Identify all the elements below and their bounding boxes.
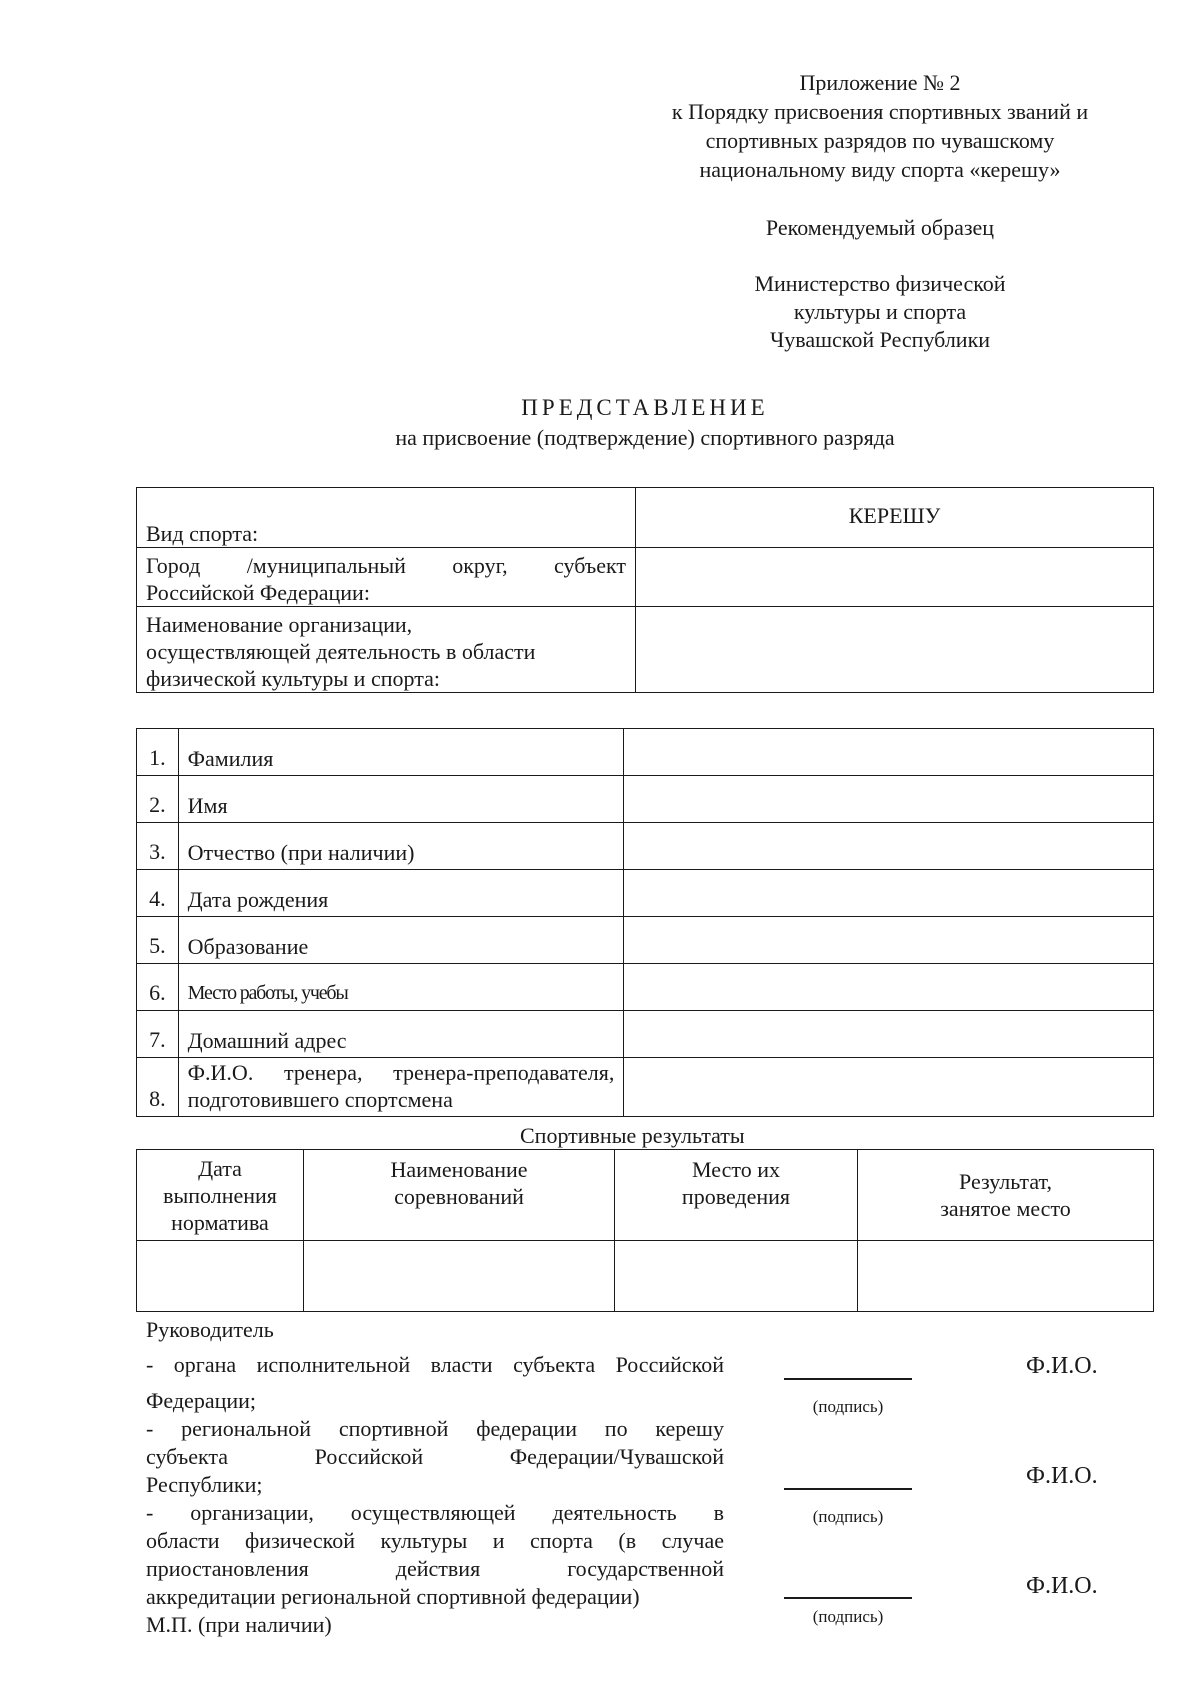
surname-label: Фамилия <box>178 729 624 776</box>
column-header-date: Дата выполнения норматива <box>137 1150 304 1241</box>
result-venue-cell[interactable] <box>615 1241 858 1312</box>
row-number: 3. <box>137 823 179 870</box>
table-row <box>137 729 1154 776</box>
sport-type-label: Вид спорта: <box>137 488 636 548</box>
row-number: 6. <box>137 964 179 1011</box>
table-row <box>137 776 1154 823</box>
document-subtitle: на присвоение (подтверждение) спортивного разряда <box>395 425 895 450</box>
appendix-line: к Порядку присвоения спортивных званий и <box>671 99 1089 124</box>
fio-label: Ф.И.О. <box>1026 1573 1098 1599</box>
signature-caption: (подпись) <box>812 1397 884 1416</box>
first-name-label: Имя <box>178 776 624 823</box>
education-field[interactable] <box>624 917 1154 964</box>
ministry-line: Чувашской Республики <box>769 327 991 352</box>
table-row <box>137 964 1154 1011</box>
signature-caption: (подпись) <box>812 1607 884 1626</box>
workplace-label: Место работы, учебы <box>178 964 624 1011</box>
sport-type-value[interactable]: КЕРЕШУ <box>636 488 1154 548</box>
result-date-cell[interactable] <box>137 1241 304 1312</box>
home-address-field[interactable] <box>624 1011 1154 1058</box>
row-number: 4. <box>137 870 179 917</box>
ministry-line: Министерство физической <box>754 271 1006 296</box>
education-label: Образование <box>178 917 624 964</box>
result-competition-cell[interactable] <box>304 1241 615 1312</box>
row-number: 1. <box>137 729 179 776</box>
birth-date-label: Дата рождения <box>178 870 624 917</box>
signature-caption: (подпись) <box>812 1507 884 1526</box>
table-row <box>137 488 1154 548</box>
city-region-value[interactable] <box>636 548 1154 607</box>
sport-results-table <box>136 1149 1154 1312</box>
home-address-label: Домашний адрес <box>178 1011 624 1058</box>
workplace-field[interactable] <box>624 964 1154 1011</box>
ministry-line: культуры и спорта <box>793 299 967 324</box>
table-row <box>137 548 1154 607</box>
document-title: ПРЕДСТАВЛЕНИЕ <box>521 395 769 420</box>
sample-label: Рекомендуемый образец <box>765 215 995 240</box>
results-caption: Спортивные результаты <box>520 1123 745 1148</box>
signatory-executive-authority: - органа исполнительной власти субъекта Российской Федерации; <box>146 1352 724 1413</box>
surname-field[interactable] <box>624 729 1154 776</box>
patronymic-field[interactable] <box>624 823 1154 870</box>
organization-value[interactable] <box>636 607 1154 693</box>
patronymic-label: Отчество (при наличии) <box>178 823 624 870</box>
coach-label: Ф.И.О. тренера, тренера-преподавателя, подготовившего спортсмена <box>178 1058 624 1117</box>
fio-label: Ф.И.О. <box>1026 1353 1098 1379</box>
column-header-venue: Место их проведения <box>615 1150 858 1241</box>
signatory-organization: - организации, осуществляющей деятельность в области физической культуры и спорта (в случае приостановления действия государственной аккредитации региональной спортивной федерации) М.П. (при наличии) <box>146 1500 724 1637</box>
ministry-addressee <box>640 270 1120 354</box>
first-name-field[interactable] <box>624 776 1154 823</box>
appendix-number: Приложение № 2 <box>799 70 961 95</box>
column-header-result: Результат, занятое место <box>858 1150 1154 1241</box>
coach-field[interactable] <box>624 1058 1154 1117</box>
table-row <box>137 823 1154 870</box>
appendix-line: спортивных разрядов по чувашскому <box>705 128 1055 153</box>
birth-date-field[interactable] <box>624 870 1154 917</box>
signature-line[interactable] <box>784 1488 912 1490</box>
row-number: 8. <box>137 1058 179 1117</box>
row-number: 7. <box>137 1011 179 1058</box>
athlete-info-table <box>136 728 1154 1117</box>
sport-info-table <box>136 487 1154 693</box>
appendix-line: национальному виду спорта «керешу» <box>699 157 1061 182</box>
table-row <box>137 1241 1154 1312</box>
table-row <box>137 1011 1154 1058</box>
fio-label: Ф.И.О. <box>1026 1463 1098 1489</box>
table-row <box>137 870 1154 917</box>
table-row <box>137 607 1154 693</box>
row-number: 5. <box>137 917 179 964</box>
table-row <box>137 1058 1154 1117</box>
head-label: Руководитель <box>146 1317 274 1342</box>
city-region-label: Город /муниципальный округ, субъект Российской Федерации: <box>137 548 636 607</box>
table-header-row <box>137 1150 1154 1241</box>
appendix-header <box>640 68 1120 184</box>
result-place-cell[interactable] <box>858 1241 1154 1312</box>
organization-label: Наименование организации, осуществляющей деятельность в области физической культуры и спорта: <box>137 607 636 693</box>
signature-line[interactable] <box>784 1597 912 1599</box>
signature-line[interactable] <box>784 1378 912 1380</box>
column-header-competition: Наименование соревнований <box>304 1150 615 1241</box>
signatory-regional-federation: - региональной спортивной федерации по керешу субъекта Российской Федерации/Чувашской Республики; <box>146 1416 724 1497</box>
row-number: 2. <box>137 776 179 823</box>
table-row <box>137 917 1154 964</box>
